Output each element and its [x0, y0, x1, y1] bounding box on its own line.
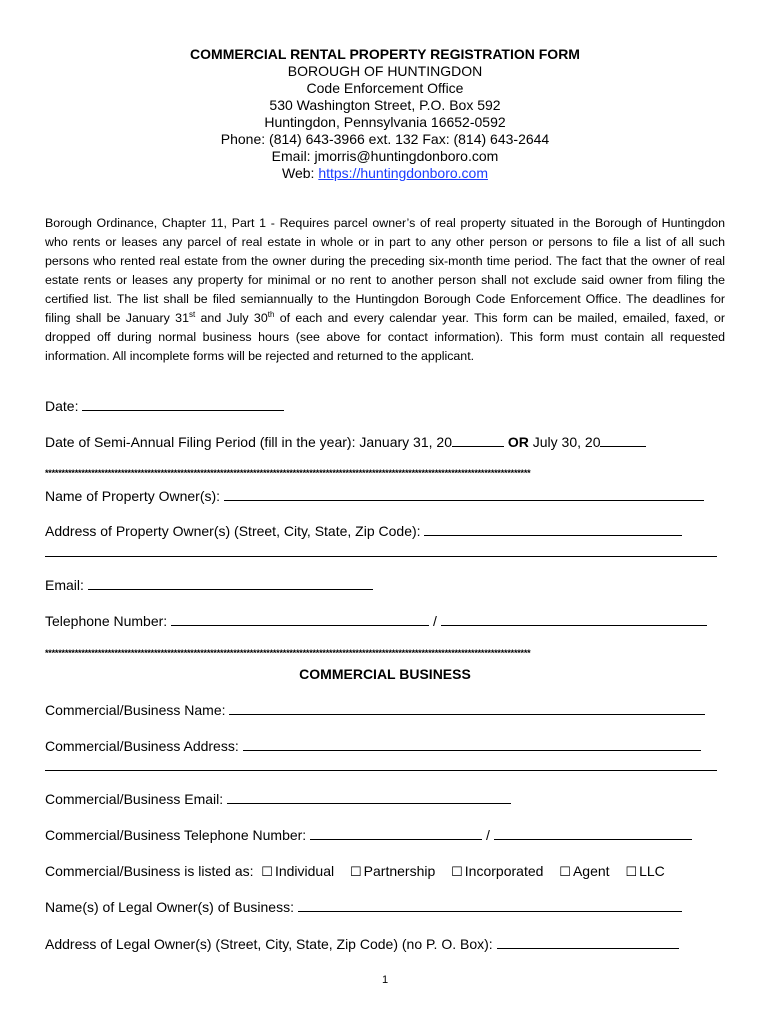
business-listed-as-row [45, 862, 735, 881]
owner-address-row [45, 522, 735, 540]
business-telephone-label: Commercial/Business Telephone Number: [45, 827, 307, 843]
legal-address-field[interactable] [497, 935, 679, 949]
owner-telephone-field-2[interactable] [441, 612, 707, 626]
business-name-row [45, 701, 735, 719]
option-label: LLC [639, 863, 665, 879]
owner-name-field[interactable] [224, 487, 704, 501]
legal-owners-field[interactable] [298, 898, 682, 912]
ordinance-text-2: and July 30 [195, 311, 268, 325]
business-telephone-field-2[interactable] [494, 826, 692, 840]
owner-address-label: Address of Property Owner(s) (Street, City, State, Zip Code): [45, 523, 421, 539]
date-label: Date: [45, 398, 79, 414]
january-year-field[interactable] [452, 433, 504, 447]
checkbox-icon[interactable]: ☐ [350, 864, 362, 879]
date-field[interactable] [82, 397, 284, 411]
owner-address-field[interactable] [424, 522, 682, 536]
or-label: OR [507, 434, 529, 450]
office-email: Email: jmorris@huntingdonboro.com [271, 148, 499, 164]
owner-telephone-row [45, 612, 735, 630]
business-address-field[interactable] [243, 737, 701, 751]
owner-telephone-label: Telephone Number: [45, 613, 168, 629]
ordinance-text-3: of each and every calendar year. This form can be mailed, emailed, faxed, or dropped off during normal business hours (see above for contact information). This form must contain all requested information. All incomplete forms will be rejected and returned to the applicant. [45, 311, 725, 363]
owner-telephone-field-1[interactable] [171, 612, 429, 626]
checkbox-icon[interactable]: ☐ [261, 864, 273, 879]
web-link[interactable]: https://huntingdonboro.com [318, 165, 488, 181]
ordinance-sup-2: th [267, 309, 275, 319]
ordinance-paragraph [45, 214, 725, 366]
option-label: Partnership [363, 863, 436, 879]
office-phone: Phone: (814) 643-3966 ext. 132 Fax: (814) 643-2644 [220, 131, 550, 147]
business-telephone-row [45, 826, 735, 844]
business-telephone-field-1[interactable] [310, 826, 482, 840]
office-street: 530 Washington Street, P.O. Box 592 [269, 97, 501, 113]
owner-address-field-line2[interactable] [45, 556, 717, 557]
business-email-label: Commercial/Business Email: [45, 791, 224, 807]
business-listed-as-label: Commercial/Business is listed as: [45, 863, 254, 879]
business-name-label: Commercial/Business Name: [45, 702, 226, 718]
separator-1: *************************************************************************************************************************************************** [45, 468, 531, 478]
office-city: Huntingdon, Pennsylvania 16652-0592 [264, 114, 506, 130]
business-address-row [45, 737, 735, 755]
commercial-business-heading: COMMERCIAL BUSINESS [299, 666, 471, 682]
legal-address-label: Address of Legal Owner(s) (Street, City, State, Zip Code) (no P. O. Box): [45, 936, 493, 952]
legal-address-row [45, 935, 735, 953]
business-name-field[interactable] [229, 701, 705, 715]
option-llc[interactable] [625, 863, 664, 879]
telephone-slash: / [432, 613, 437, 629]
page-number: 1 [381, 974, 389, 986]
checkbox-icon[interactable]: ☐ [451, 864, 463, 879]
option-partnership[interactable] [350, 863, 435, 879]
owner-name-row [45, 487, 735, 505]
legal-owners-row [45, 898, 735, 916]
ordinance-sup-1: st [188, 309, 196, 319]
option-agent[interactable] [559, 863, 609, 879]
option-label: Individual [274, 863, 335, 879]
owner-name-label: Name of Property Owner(s): [45, 488, 221, 504]
form-header [0, 46, 770, 182]
date-row [45, 397, 735, 415]
option-incorporated[interactable] [451, 863, 543, 879]
business-email-field[interactable] [227, 790, 511, 804]
ordinance-text-1: Borough Ordinance, Chapter 11, Part 1 - Requires parcel owner’s of real property situated in the Borough of Huntingdon who rents or leases any parcel of real estate in whole or in part to any other person or persons to file a list of all such persons who rented real estate from the owner during the preceding six-month time period. The fact that the owner of real estate rents or leases any property for minimal or no rent to another person shall not exclude said owner from filing the certified list. The list shall be filed semiannually to the Huntingdon Borough Code Enforcement Office. The deadlines for filing shall be January 31 [45, 216, 725, 325]
web-label: Web: [282, 165, 319, 181]
separator-2: *************************************************************************************************************************************************** [45, 648, 531, 658]
option-label: Incorporated [464, 863, 544, 879]
form-title: COMMERCIAL RENTAL PROPERTY REGISTRATION FORM [190, 46, 580, 62]
owner-email-field[interactable] [88, 576, 373, 590]
office-web [0, 165, 770, 182]
legal-owners-label: Name(s) of Legal Owner(s) of Business: [45, 899, 294, 915]
business-address-field-line2[interactable] [45, 770, 717, 771]
owner-email-row [45, 576, 735, 594]
business-telephone-slash: / [485, 827, 490, 843]
borough-name: BOROUGH OF HUNTINGDON [287, 63, 483, 79]
office-name: Code Enforcement Office [306, 80, 464, 96]
checkbox-icon[interactable]: ☐ [559, 864, 571, 879]
option-label: Agent [572, 863, 610, 879]
option-individual[interactable] [261, 863, 334, 879]
owner-email-label: Email: [45, 577, 84, 593]
july-year-field[interactable] [600, 433, 646, 447]
filing-period-row [45, 433, 735, 451]
checkbox-icon[interactable]: ☐ [625, 864, 638, 879]
july-label: July 30, 20 [532, 434, 601, 450]
business-email-row [45, 790, 735, 808]
filing-period-label: Date of Semi-Annual Filing Period (fill in the year): January 31, 20 [45, 434, 452, 450]
business-address-label: Commercial/Business Address: [45, 738, 239, 754]
